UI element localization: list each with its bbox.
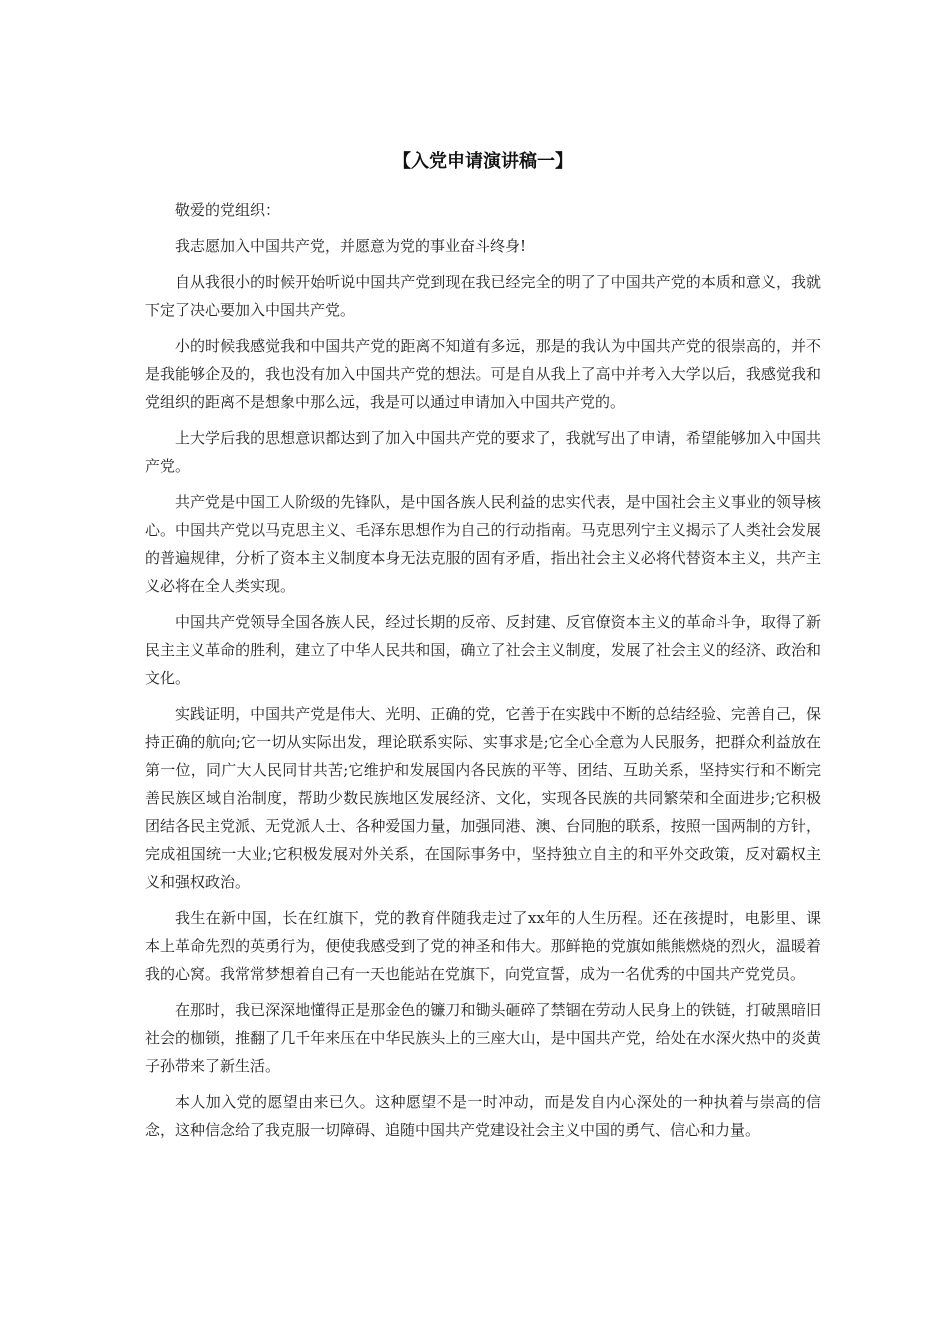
paragraph-party-history: 中国共产党领导全国各族人民，经过长期的反帝、反封建、反官僚资本主义的革命斗争，取得了新民主主义革命的胜利，建立了中华人民共和国，确立了社会主义制度，发展了社会主义的经济、政治和文化。 — [145, 613, 821, 687]
document-title: 【入党申请演讲稿一】 — [393, 151, 573, 172]
paragraph-pledge: 我志愿加入中国共产党，并愿意为党的事业奋斗终身! — [175, 237, 527, 255]
paragraph-understanding: 自从我很小的时候开始听说中国共产党到现在我已经完全的明了了中国共产党的本质和意义，我就下定了决心要加入中国共产党。 — [145, 273, 821, 319]
paragraph-party-nature: 共产党是中国工人阶级的先锋队，是中国各族人民利益的忠实代表，是中国社会主义事业的领导核心。中国共产党以马克思主义、毛泽东思想作为自己的行动指南。马克思列宁主义揭示了人类社会发展的普遍规律，分析了资本主义制度本身无法克服的固有矛盾，指出社会主义必将代替资本主义，共产主义必将在全人类实现。 — [145, 493, 821, 595]
paragraph-childhood: 小的时候我感觉我和中国共产党的距离不知道有多远，那是的我认为中国共产党的很崇高的，并不是我能够企及的，我也没有加入中国共产党的想法。可是自从我上了高中并考入大学以后，我感觉我和党组织的距离不是想象中那么远，我是可以通过申请加入中国共产党的。 — [145, 337, 821, 411]
document-body — [145, 148, 821, 1152]
paragraph-practice: 实践证明，中国共产党是伟大、光明、正确的党，它善于在实践中不断的总结经验、完善自己，保持正确的航向;它一切从实际出发，理论联系实际、实事求是;它全心全意为人民服务，把群众利益放在第一位，同广大人民同甘共苦;它维护和发展国内各民族的平等、团结、互助关系，坚持实行和不断完善民族区域自治制度，帮助少数民族地区发展经济、文化，实现各民族的共同繁荣和全面进步;它积极团结各民主党派、无党派人士、各种爱国力量，加强同港、澳、台同胞的联系，按照一国两制的方针，完成祖国统一大业;它积极发展对外关系，在国际事务中，坚持独立自主的和平外交政策，反对霸权主义和强权政治。 — [145, 705, 821, 891]
paragraph-understanding-history: 在那时，我已深深地懂得正是那金色的镰刀和锄头砸碎了禁锢在劳动人民身上的铁链，打破黑暗旧社会的枷锁，推翻了几千年来压在中华民族头上的三座大山，是中国共产党，给处在水深火热中的炎黄子孙带来了新生活。 — [145, 1001, 821, 1075]
salutation: 敬爱的党组织： — [175, 201, 281, 219]
paragraph-university: 上大学后我的思想意识都达到了加入中国共产党的要求了，我就写出了申请，希望能够加入中国共产党。 — [145, 429, 821, 475]
paragraph-personal-growth: 我生在新中国，长在红旗下，党的教育伴随我走过了xx年的人生历程。还在孩提时，电影里、课本上革命先烈的英勇行为，便使我感受到了党的神圣和伟大。那鲜艳的党旗如熊熊燃烧的烈火，温暖着我的心窝。我常常梦想着自己有一天也能站在党旗下，向党宣誓，成为一名优秀的中国共产党党员。 — [145, 909, 821, 983]
paragraph-aspiration: 本人加入党的愿望由来已久。这种愿望不是一时冲动，而是发自内心深处的一种执着与崇高的信念，这种信念给了我克服一切障碍、追随中国共产党建设社会主义中国的勇气、信心和力量。 — [145, 1093, 821, 1139]
